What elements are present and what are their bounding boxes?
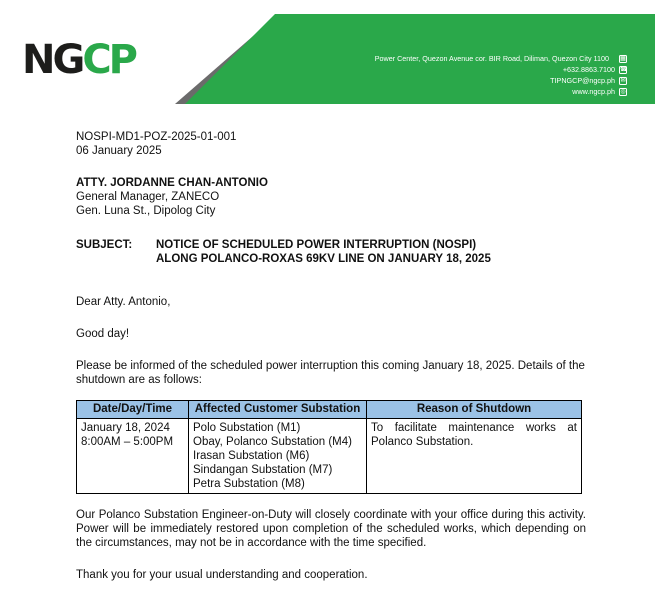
table-row: [77, 419, 582, 494]
table-header: Date/Day/Time: [77, 401, 189, 419]
coordination-paragraph: Our Polanco Substation Engineer-on-Duty will closely coordinate with your office during this activity. Power will be immediately restored upon completion of the scheduled works, which depending on the circumstances, may not be in accordance with the time specified.: [76, 509, 586, 549]
date-cell: [77, 419, 189, 494]
ngcp-logo: [22, 37, 135, 83]
subject-line-2: ALONG POLANCO-ROXAS 69KV LINE ON JANUARY 18, 2025: [156, 253, 491, 265]
email-icon: ✉: [620, 77, 626, 84]
recipient-title: General Manager, ZANECO: [76, 191, 220, 203]
subject-text: [156, 238, 576, 266]
substations-cell: [189, 419, 367, 494]
letter-body: [76, 130, 586, 582]
building-icon: ▦: [620, 55, 626, 62]
list-item: Irasan Substation (M6): [193, 450, 310, 462]
table-header-row: [77, 401, 582, 419]
time-text: 8:00AM – 5:00PM: [81, 436, 174, 448]
list-item: Obay, Polanco Substation (M4): [193, 436, 352, 448]
contact-block: [375, 53, 627, 97]
contact-email-line: [375, 75, 627, 86]
table-header: Affected Customer Substation: [189, 401, 367, 419]
letter-date: 06 January 2025: [76, 145, 162, 157]
logo-text-cp: CP: [82, 37, 135, 83]
recipient-block: [76, 176, 586, 218]
salutation: Dear Atty. Antonio,: [76, 296, 171, 308]
closing-paragraph: Thank you for your usual understanding and cooperation.: [76, 569, 368, 581]
recipient-address: Gen. Luna St., Dipolog City: [76, 205, 216, 217]
subject-line-1: NOTICE OF SCHEDULED POWER INTERRUPTION (NOSPI): [156, 239, 477, 251]
phone-icon: ☎: [620, 66, 628, 73]
contact-phone: +632.8863.7100: [562, 65, 615, 74]
list-item: Polo Substation (M1): [193, 422, 301, 434]
contact-address-line: [375, 53, 627, 64]
letterhead: [0, 0, 655, 112]
contact-email: TIPNGCP@ngcp.ph: [550, 76, 615, 85]
contact-phone-line: [375, 64, 627, 75]
contact-website: www.ngcp.ph: [572, 87, 615, 96]
date-text: January 18, 2024: [81, 422, 170, 434]
logo-text-ng: NG: [22, 37, 83, 83]
subject-block: [76, 238, 586, 266]
list-item: Petra Substation (M8): [193, 478, 305, 490]
subject-label: SUBJECT:: [76, 239, 133, 251]
table-header: Reason of Shutdown: [367, 401, 582, 419]
recipient-name: ATTY. JORDANNE CHAN-ANTONIO: [76, 177, 268, 189]
intro-paragraph: Please be informed of the scheduled power interruption this coming January 18, 2025. Details of the shutdown are as follows:: [76, 360, 585, 386]
greeting: Good day!: [76, 328, 130, 340]
list-item: Sindangan Substation (M7): [193, 464, 333, 476]
reason-cell: To facilitate maintenance works at Polanco Substation.: [367, 419, 582, 494]
globe-icon: ◎: [620, 88, 626, 95]
shutdown-table: [76, 400, 582, 494]
contact-address: Power Center, Quezon Avenue cor. BIR Road, Diliman, Quezon City 1100: [374, 54, 609, 63]
reference-number: NOSPI-MD1-POZ-2025-01-001: [76, 131, 237, 143]
contact-website-line: [375, 86, 627, 97]
